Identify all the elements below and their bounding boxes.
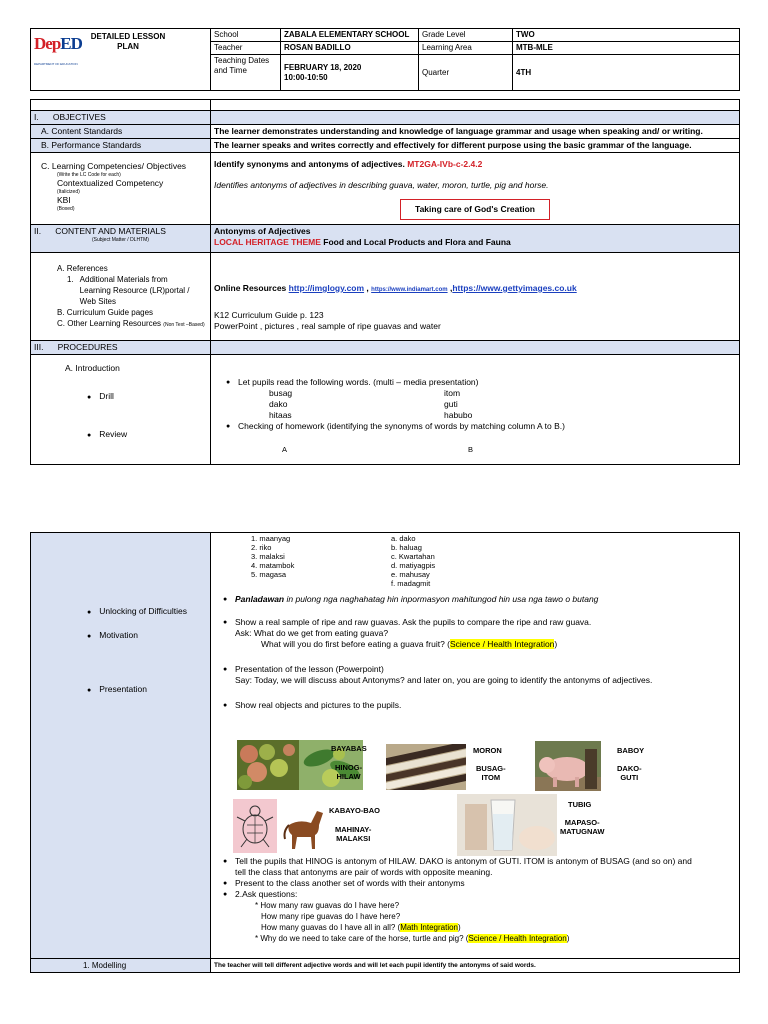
document-title: DETAILED LESSON PLAN [90,32,166,51]
school-label: School [211,29,281,42]
pig-image [535,741,601,791]
area-value: MTB-MLE [513,42,740,55]
tell-text-2: tell the class that antonyms are pair of words with opposite meaning. [235,867,493,877]
objectives-heading: OBJECTIVES [52,112,106,122]
question-2: How many ripe guavas do I have here? [261,912,401,921]
introduction-label: A. Introduction [65,363,120,373]
moron-rice-cakes-image [386,744,466,790]
date-value: FEBRUARY 18, 2020 [284,62,362,72]
objectives-num: I. [34,112,39,122]
guava-fruits-image [237,740,299,790]
ref-c-note: (Non Text –Based) [163,322,205,328]
content-num: II. [34,226,42,236]
kbi-note: (Boxed) [57,206,75,212]
teacher-label: Teacher [211,42,281,55]
drill-word-row-2: dako guti [269,399,458,409]
caption-bayabas: BAYABAS [331,744,367,753]
teacher-value: ROSAN BADILLO [281,42,419,55]
motivation-text-2: Ask: What do we get from eating guava? [235,628,389,638]
heritage-theme-label: LOCAL HERITAGE THEME [214,237,321,247]
link-gettyimages[interactable]: https://www.gettyimages.co.uk [452,283,577,293]
content-note: (Subject Matter / DLHTM) [92,237,149,243]
ref-a1-num: 1. [67,275,74,284]
procedures-heading: PROCEDURES [57,342,118,352]
drill-text: ● Let pupils read the following words. (multi – media presentation) [214,377,736,388]
performance-standards-label: B. Performance Standards [31,139,211,153]
matching-row: 3. malaksi c. Kwartahan [251,552,435,561]
drill-word-row-1: busag itom [269,388,461,398]
ref-c-label: C. Other Learning Resources [57,319,162,328]
caption-mahinay-malaksi: MAHINAY- MALAKSI [335,825,372,843]
matching-list [211,533,739,588]
modelling-label: 1. Modelling [31,959,211,973]
caption-busag-itom: BUSAG- ITOM [476,764,506,782]
link-indiamart[interactable]: https://www.indiamart.com [371,287,448,293]
procedures-num: III. [34,342,44,352]
caption-tubig: TUBIG [568,800,592,809]
link-imglogy[interactable]: http://imglogy.com [288,283,365,293]
lesson-plan-page-2 [30,532,739,973]
column-b-heading: B [468,445,474,454]
dates-label: Teaching Dates and Time [211,55,281,91]
content-standards-text: The learner demonstrates understanding and knowledge of language grammar and usage when speaking and/ or writing. [211,125,740,139]
column-a-heading: A [282,445,288,454]
matching-row: f. madagmit [391,579,431,588]
modelling-text: The teacher will tell different adjective words and will let each pupil identify the antonyms of said words. [211,959,740,973]
ask-questions-label: ● 2.Ask questions: [211,889,736,900]
school-value: ZABALA ELEMENTARY SCHOOL [281,29,419,42]
review-text: ● Checking of homework (identifying the synonyms of words by matching column A to B.) [214,421,736,432]
lesson-plan-page-1 [30,28,739,465]
caption-hinog-hilaw: HINOG- HILAW [335,763,363,781]
content-topic: Antonyms of Adjectives [214,226,311,236]
quarter-value: 4TH [513,55,740,91]
caption-mapaso-matugnaw: MAPASO- MATUGNAW [560,818,605,836]
tell-text-1: ● Tell the pupils that HINOG is antonym of HILAW. DAKO is antonym of GUTI. ITOM is antonym of BUSAG (and so on) and [211,856,736,867]
turtle-image [233,799,277,853]
question-3: How many guavas do I have all in all? (Math Integration) [261,923,461,932]
presentation-label: ● Presentation [87,684,147,696]
matching-row: 1. maanyag a. dako [251,534,416,543]
motivation-text-3: What will you do first before eating a guava fruit? (Science / Health Integration) [261,639,558,649]
time-value: 10:00-10:50 [284,72,328,82]
header-table [30,28,740,91]
contextualized-text: Identifies antonyms of adjectives in describing guava, water, moron, turtle, pig and horse. [214,180,549,190]
motivation-label: ● Motivation [87,630,138,642]
curriculum-guide-text: K12 Curriculum Guide p. 123 [214,310,324,320]
motivation-text-1: ● Show a real sample of ripe and raw guavas. Ask the pupils to compare the ripe and raw guava. [211,617,739,628]
review-label: ● Review [87,429,127,441]
caption-kabayo-bao: KABAYO-BAO [329,806,380,815]
competencies-note: (Write the LC Code for each) [57,172,121,178]
drill-word-row-3: hitaas habubo [269,410,473,420]
matching-row: 4. matambok d. matiyagpis [251,561,436,570]
drill-label: ● Drill [87,391,114,403]
presentation-text-1: ● Presentation of the lesson (Powerpoint) [211,664,739,675]
kbi-label: KBI [57,195,71,205]
content-heading: CONTENT AND MATERIALS [55,226,166,236]
caption-moron: MORON [473,746,502,755]
caption-baboy: BABOY [617,746,645,755]
references-label: A. References [57,264,108,273]
contextualized-note: (Italicized) [57,189,80,195]
competencies-label: C. Learning Competencies/ Objectives [41,161,187,171]
presentation-text-2: Say: Today, we will discuss about Antonyms? and later on, you are going to identify the antonyms of adjectives. [235,675,653,685]
procedures-table-continued [30,532,740,973]
grade-value: TWO [513,29,740,42]
grade-label: Grade Level [419,29,513,42]
competency-text: Identify synonyms and antonyms of adjectives. [214,159,405,169]
heritage-theme-text: Food and Local Products and Flora and Fauna [323,237,511,247]
matching-row: 2. riko b. haluag [251,543,422,552]
question-4: * Why do we need to take care of the horse, turtle and pig? (Science / Health Integration) [255,934,570,943]
area-label: Learning Area [419,42,513,55]
contextualized-label: Contextualized Competency [57,178,164,188]
present-text: ● Present to the class another set of words with their antonyms [211,878,736,889]
ref-a1-label: Additional Materials from Learning Resource (LR)portal / Web Sites [79,275,190,306]
quarter-label: Quarter [419,55,513,91]
kbi-box: Taking care of God's Creation [400,199,550,220]
objectives-table: I. OBJECTIVES A. Content Standards The learner demonstrates understanding and knowledge of language grammar and usage when speaking and/ or writing. B. Performance Standards The learner speaks and writes correctly and effectively for different purpose using the basic grammar of the language. C. Learning Competencies/ Objectives (Write the LC Code for each) Contextualized Competency (Italicized) KBI (Boxed) Identify synonyms and antonyms of adjectives. MT2GA-IVb-c-2.4.2 Identifies antonyms of adjectives in describing guava, water, moron, turtle, pig and horse. Taking care of God's Creation II. CONTENT AND MATERIALS (Subject Matter / DLHTM) Antonyms of Adjectives LOCAL HERITAGE THEME Food and Local Products and Flora and Fauna A. References 1. Additional Materials from Learning Resource (LR)portal / Web Sites B. Curriculum Guide pages C. Other Learning Resources (Non Text –Based) Online Resources http://imglogy.com , https://www.indiamart.com ,https://www.gettyimages.co.uk K12 Curriculum Guide p. 123 PowerPoint , pictures , real sample of ripe guavas and water III. PROCEDURES A. Introduction ● Drill ● Review ● Let pupils read the following words. (multi – media presentation) busag itom dako guti hitaas habubo ● Checking of homework (identifying the synonyms of words by matching column A to B.) A B [30,99,740,465]
content-standards-label: A. Content Standards [31,125,211,139]
matching-row: 5. magasa e. mahusay [251,570,430,579]
ref-b-label: B. Curriculum Guide pages [57,308,154,317]
water-glass-image [457,794,557,856]
other-resources-text: PowerPoint , pictures , real sample of ripe guavas and water [214,321,441,331]
deped-logo: DepED DEPARTMENT OF EDUCATION [34,34,82,66]
caption-dako-guti: DAKO- GUTI [617,764,642,782]
competency-code: MT2GA-IVb-c-2.4.2 [407,159,483,169]
online-resources-label: Online Resources [214,283,287,293]
horse-image [279,803,329,853]
presentation-text-3: ● Show real objects and pictures to the pupils. [211,700,739,711]
performance-standards-text: The learner speaks and writes correctly and effectively for different purpose using the basic grammar of the language. [211,139,740,153]
question-1: * How many raw guavas do I have here? [255,901,400,910]
unlocking-text: ● Panladawan in pulong nga naghahatag hin inpormasyon mahitungod hin usa nga tawo o butang [211,594,739,605]
unlocking-label: ● Unlocking of Difficulties [87,606,187,618]
